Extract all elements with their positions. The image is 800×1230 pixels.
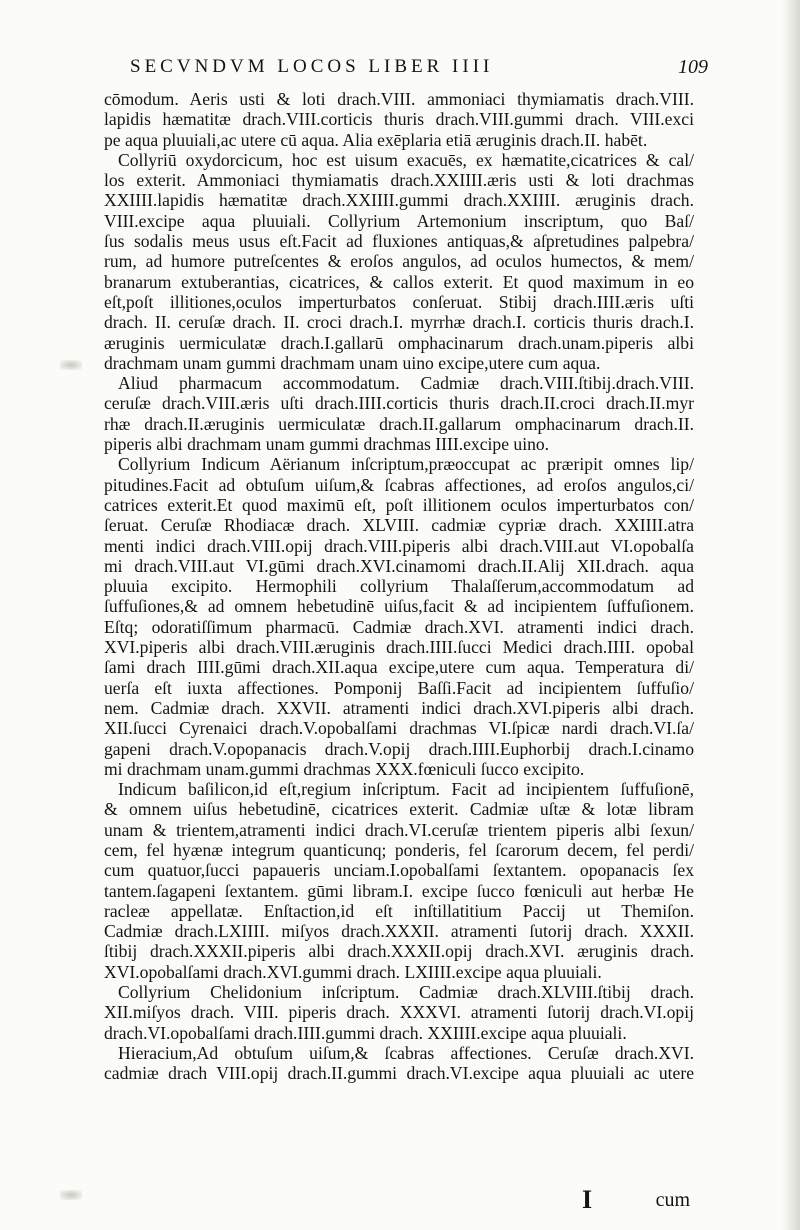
text-line: Cadmiæ drach.LXIIII. miſyos drach.XXXII. atramenti ſutorij drach. XXXII. [104,921,694,942]
page-number: 109 [678,56,708,78]
text-line: gapeni drach.V.opopanacis drach.V.opij drach.IIII.Euphorbij drach.I.cinamo [104,738,694,759]
text-line: tantem.ſagapeni ſextantem. gūmi libram.I. excipe ſucco fœniculi aut herbæ He [104,880,694,901]
text-line: Collyrium Indicum Aërianum inſcriptum,præoccupat ac præripit omnes lip/ [118,454,694,475]
text-line: XXIIII.lapidis hæmatitæ drach.XXIIII.gummi drach.XXIIII. æruginis drach. [104,190,694,211]
text-line: racleæ appellatæ. Enſtaction,id eſt inſtillatitium Paccij ut Themiſon. [104,900,694,921]
signature-mark: I [582,1185,593,1214]
text-line: ſuffuſiones,& ad omnem hebetudinē uiſus,facit & ad incipientem ſuffuſionem. [104,596,694,617]
text-line: Indicum baſilicon,id eſt,regium inſcriptum. Facit ad incipientem ſuffuſionē, [118,779,694,800]
text-line: pe aqua pluuiali,ac utere cū aqua. Alia exēplaria etiā æruginis drach.II. habēt. [104,129,648,150]
text-line: XII.ſucci Cyrenaici drach.V.opobalſami drachmas VI.ſpicæ nardi drach.VI.ſa/ [104,718,694,739]
text-line: pitudines.Facit ad obtuſum uiſum,& ſcabras affectiones, ad eroſos angulos,ci/ [104,474,694,495]
text-line: lapidis hæmatitæ drach.VIII.corticis thuris drach.VIII.gummi drach. VIII.exci [104,109,694,130]
text-line: Hieracium,Ad obtuſum uiſum,& ſcabras affectiones. Ceruſæ drach.XVI. [118,1042,694,1063]
text-line: nem. Cadmiæ drach. XXVII. atramenti indici drach.XVI.piperis albi drach. [104,697,694,718]
text-line: ſeruat. Ceruſæ Rhodiacæ drach. XLVIII. cadmiæ cypriæ drach. XXIIII.atra [104,515,694,536]
text-line: ſtibij drach.XXXII.piperis albi drach.XXXII.opij drach.XVI. æruginis drach. [104,941,694,962]
text-line: ſus sodalis meus usus eſt.Facit ad fluxiones antiquas,& aſpretudines palpebra/ [104,231,694,252]
text-line: drach.VI.opobalſami drach.IIII.gummi drach. XXIIII.excipe aqua pluuiali. [104,1022,627,1043]
text-line: unam & trientem,atramenti indici drach.VI.ceruſæ trientem piperis albi ſexun/ [104,819,694,840]
body-text [104,89,694,1084]
catchword: cum [655,1189,690,1211]
text-line: XVI.piperis albi drach.VIII.æruginis drach.IIII.ſucci Medici drach.IIII. opobal [104,637,694,658]
text-line: menti indici drach.VIII.opij drach.VIII.piperis albi drach.VIII.aut VI.opobalſa [104,535,694,556]
text-line: Aliud pharmacum accommodatum. Cadmiæ drach.VIII.ſtibij.drach.VIII. [118,373,694,394]
text-line: catrices exterit.Et quod maximū eſt, poſt illitionem oculos imperturbatos con/ [104,494,694,515]
text-line: Eſtq; odoratiſſimum pharmacū. Cadmiæ drach.XVI. atramenti indici drach. [104,616,694,637]
page-footer [104,1185,694,1215]
text-line: cadmiæ drach VIII.opij drach.II.gummi drach.VI.excipe aqua pluuiali ac utere [104,1063,694,1084]
ink-blot [60,360,82,370]
text-line: cem, fel hyænæ integrum quanticunq; ponderis, fel ſcarorum decem, fel perdi/ [104,839,694,860]
text-line: & omnem uiſus hebetudinē, cicatrices exterit. Cadmiæ uſtæ & lotæ libram [104,799,694,820]
text-line: Collyrium Chelidonium inſcriptum. Cadmiæ drach.XLVIII.ſtibij drach. [118,982,694,1003]
text-line: uerſa eſt iuxta affectiones. Pomponij Baſſi.Facit ad incipientem ſuffuſio/ [104,677,694,698]
page-edge-shadow [782,0,800,1230]
text-line: cum quatuor,ſucci papaueris unciam.I.opobalſami ſextantem. opopanacis ſex [104,860,694,881]
text-line: drachmam unam gummi drachmam unam uino excipe,utere cum aqua. [104,352,601,373]
text-line: los exterit. Ammoniaci thymiamatis drach.XXIIII.æris usti & loti drachmas [104,170,694,191]
text-line: XII.miſyos drach. VIII. piperis drach. XXXVI. atramenti ſutorij drach.VI.opij [104,1002,694,1023]
text-line: Collyriū oxydorcicum, hoc est uisum exacuēs, ex hæmatite,cicatrices & cal/ [118,149,694,170]
text-line: æruginis uermiculatæ drach.I.gallarū omphacinarum drach.unam.piperis albi [104,332,694,353]
text-line: rum, ad humore putreſcentes & eroſos angulos, ad oculos humectos, & mem/ [104,251,694,272]
text-line: mi drach.VIII.aut VI.gūmi drach.XVI.cinamomi drach.II.Alij XII.drach. aqua [104,555,694,576]
running-head: SECVNDVM LOCOS LIBER IIII [130,56,494,77]
text-line: branarum extuberantias, cicatrices, & callos exterit. Et quod maximum in eo [104,271,694,292]
text-line: mi drachmam unam.gummi drachmas XXX.fœniculi ſucco excipito. [104,758,585,779]
text-line: piperis albi drachmam unam gummi drachmas IIII.excipe uino. [104,434,550,455]
text-line: rhæ drach.II.æruginis uermiculatæ drach.II.gallarum omphacinarum drach.II. [104,413,694,434]
ink-blot [60,1190,82,1200]
text-line: pluuia excipito. Hermophili collyrium Thalaſſerum,accommodatum ad [104,576,694,597]
text-line: VIII.excipe aqua pluuiali. Collyrium Artemonium inscriptum, quo Baſ/ [104,210,694,231]
page-header [108,56,708,86]
text-line: drach. II. ceruſæ drach. II. croci drach.I. myrrhæ drach.I. corticis thuris drach.I. [104,312,694,333]
text-line: cōmodum. Aeris usti & loti drach.VIII. ammoniaci thymiamatis drach.VIII. [104,89,694,109]
text-line: ceruſæ drach.VIII.æris uſti drach.IIII.corticis thuris drach.II.croci drach.II.myr [104,393,694,414]
text-line: eſt,poſt illitiones,oculos imperturbatos conſeruat. Stibij drach.IIII.æris uſti [104,291,694,312]
text-line: XVI.opobalſami drach.XVI.gummi drach. LXIIII.excipe aqua pluuiali. [104,961,602,982]
text-line: ſami drach IIII.gūmi drach.XII.aqua excipe,utere cum aqua. Temperatura di/ [104,657,694,678]
